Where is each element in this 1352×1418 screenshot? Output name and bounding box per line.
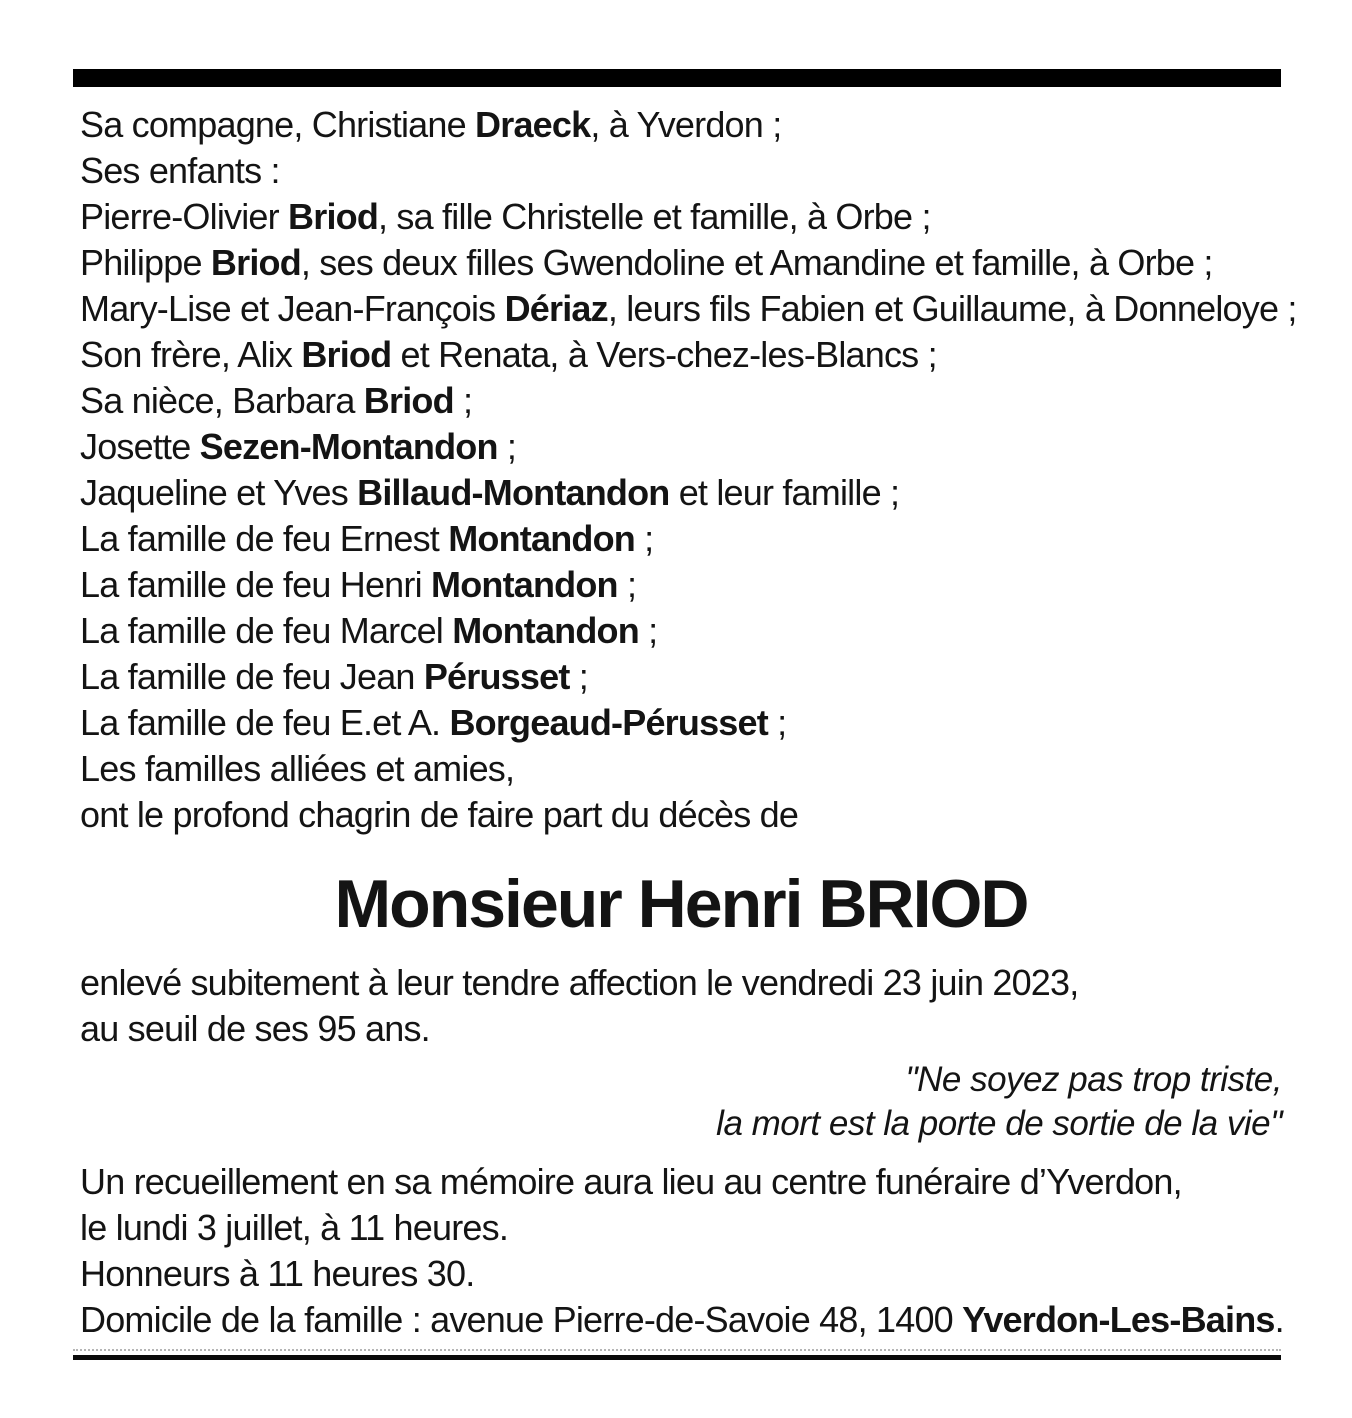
- notice-text: Les familles alliées et amies,: [80, 748, 515, 789]
- top-divider-bar: [73, 69, 1281, 87]
- family-list: [80, 102, 1297, 838]
- notice-text: , leurs fils Fabien et Guillaume, à Donneloye ;: [607, 288, 1297, 329]
- family-line: [80, 470, 1282, 516]
- notice-text: ;: [767, 702, 787, 743]
- family-line: [80, 332, 1282, 378]
- notice-text: , ses deux filles Gwendoline et Amandine et famille, à Orbe ;: [300, 242, 1213, 283]
- family-line: [80, 240, 1282, 286]
- notice-text: Jaqueline et Yves: [80, 472, 358, 513]
- notice-text: ont le profond chagrin de faire part du décès de: [80, 794, 799, 835]
- notice-text: ;: [569, 656, 588, 697]
- notice-text: ;: [617, 564, 637, 605]
- surname-bold-text: Briod: [363, 380, 454, 421]
- notice-text: Ses enfants :: [80, 150, 280, 191]
- surname-bold-text: Briod: [301, 334, 392, 375]
- surname-bold-text: Montandon: [431, 564, 618, 605]
- notice-text: le lundi 3 juillet, à 11 heures.: [80, 1207, 509, 1248]
- bottom-dotted-rule: [73, 1349, 1281, 1351]
- notice-text: La famille de feu E.et A.: [80, 702, 450, 743]
- notice-text: Son frère, Alix: [80, 334, 302, 375]
- family-line: [80, 562, 1282, 608]
- surname-bold-text: Montandon: [448, 518, 635, 559]
- surname-bold-text: Briod: [210, 242, 301, 283]
- family-line: [80, 424, 1282, 470]
- notice-text: Mary-Lise et Jean-François: [80, 288, 505, 329]
- death-line: [80, 960, 1282, 1006]
- notice-text: ;: [497, 426, 517, 467]
- notice-text: Pierre-Olivier: [80, 196, 289, 237]
- death-announcement-lines: [80, 960, 1282, 1052]
- notice-text: , à Yverdon ;: [590, 104, 782, 145]
- notice-text: .: [1274, 1299, 1284, 1340]
- deceased-name-title: Monsieur Henri BRIOD: [334, 866, 1028, 942]
- bottom-solid-rule: [73, 1355, 1281, 1360]
- family-line: [80, 746, 1282, 792]
- family-line: [80, 700, 1282, 746]
- notice-text: ;: [453, 380, 473, 421]
- notice-text: au seuil de ses 95 ans.: [80, 1008, 430, 1049]
- surname-bold-text: Dériaz: [504, 288, 608, 329]
- notice-text: enlevé subitement à leur tendre affection le vendredi 23 juin 2023,: [80, 962, 1079, 1003]
- surname-bold-text: Montandon: [452, 610, 639, 651]
- quote-line: [80, 1058, 1282, 1102]
- bottom-divider: [73, 1349, 1281, 1360]
- family-line: [80, 608, 1282, 654]
- notice-text: Josette: [80, 426, 200, 467]
- notice-text: ;: [634, 518, 654, 559]
- surname-bold-text: Pérusset: [423, 656, 570, 697]
- family-line: [80, 286, 1297, 332]
- surname-bold-text: Draeck: [475, 104, 591, 145]
- notice-text: Philippe: [80, 242, 211, 283]
- surname-bold-text: Yverdon-Les-Bains: [962, 1299, 1275, 1340]
- info-line: [80, 1205, 1282, 1251]
- notice-text: Domicile de la famille : avenue Pierre-de-Savoie 48, 1400: [80, 1299, 963, 1340]
- family-line: [80, 148, 1282, 194]
- notice-text: La famille de feu Jean: [80, 656, 424, 697]
- info-line: [80, 1159, 1282, 1205]
- family-line: [80, 194, 1282, 240]
- surname-bold-text: Billaud-Montandon: [357, 472, 670, 513]
- ceremony-info-lines: [80, 1159, 1282, 1343]
- notice-content: [80, 102, 1297, 1343]
- family-line: [80, 102, 1282, 148]
- notice-text: et Renata, à Vers-chez-les-Blancs ;: [391, 334, 937, 375]
- family-line: [80, 378, 1282, 424]
- notice-text: la mort est la porte de sortie de la vie": [716, 1104, 1282, 1143]
- notice-text: La famille de feu Marcel: [80, 610, 453, 651]
- surname-bold-text: Briod: [288, 196, 379, 237]
- notice-text: Sa nièce, Barbara: [80, 380, 364, 421]
- notice-text: Sa compagne, Christiane: [80, 104, 476, 145]
- quote-line: [80, 1102, 1282, 1146]
- notice-text: La famille de feu Henri: [80, 564, 431, 605]
- notice-text: , sa fille Christelle et famille, à Orbe ;: [378, 196, 931, 237]
- notice-text: Un recueillement en sa mémoire aura lieu au centre funéraire d’Yverdon,: [80, 1161, 1182, 1202]
- death-line: [80, 1006, 1282, 1052]
- memorial-quote: [80, 1058, 1282, 1146]
- family-line: [80, 516, 1282, 562]
- notice-text: La famille de feu Ernest: [80, 518, 449, 559]
- notice-text: Honneurs à 11 heures 30.: [80, 1253, 475, 1294]
- surname-bold-text: Sezen-Montandon: [199, 426, 498, 467]
- notice-text: ;: [638, 610, 658, 651]
- info-line: [80, 1297, 1282, 1343]
- notice-text: "Ne soyez pas trop triste,: [905, 1060, 1282, 1099]
- family-line: [80, 792, 1282, 838]
- family-line: [80, 654, 1282, 700]
- surname-bold-text: Borgeaud-Pérusset: [449, 702, 768, 743]
- notice-text: et leur famille ;: [669, 472, 900, 513]
- info-line: [80, 1251, 1282, 1297]
